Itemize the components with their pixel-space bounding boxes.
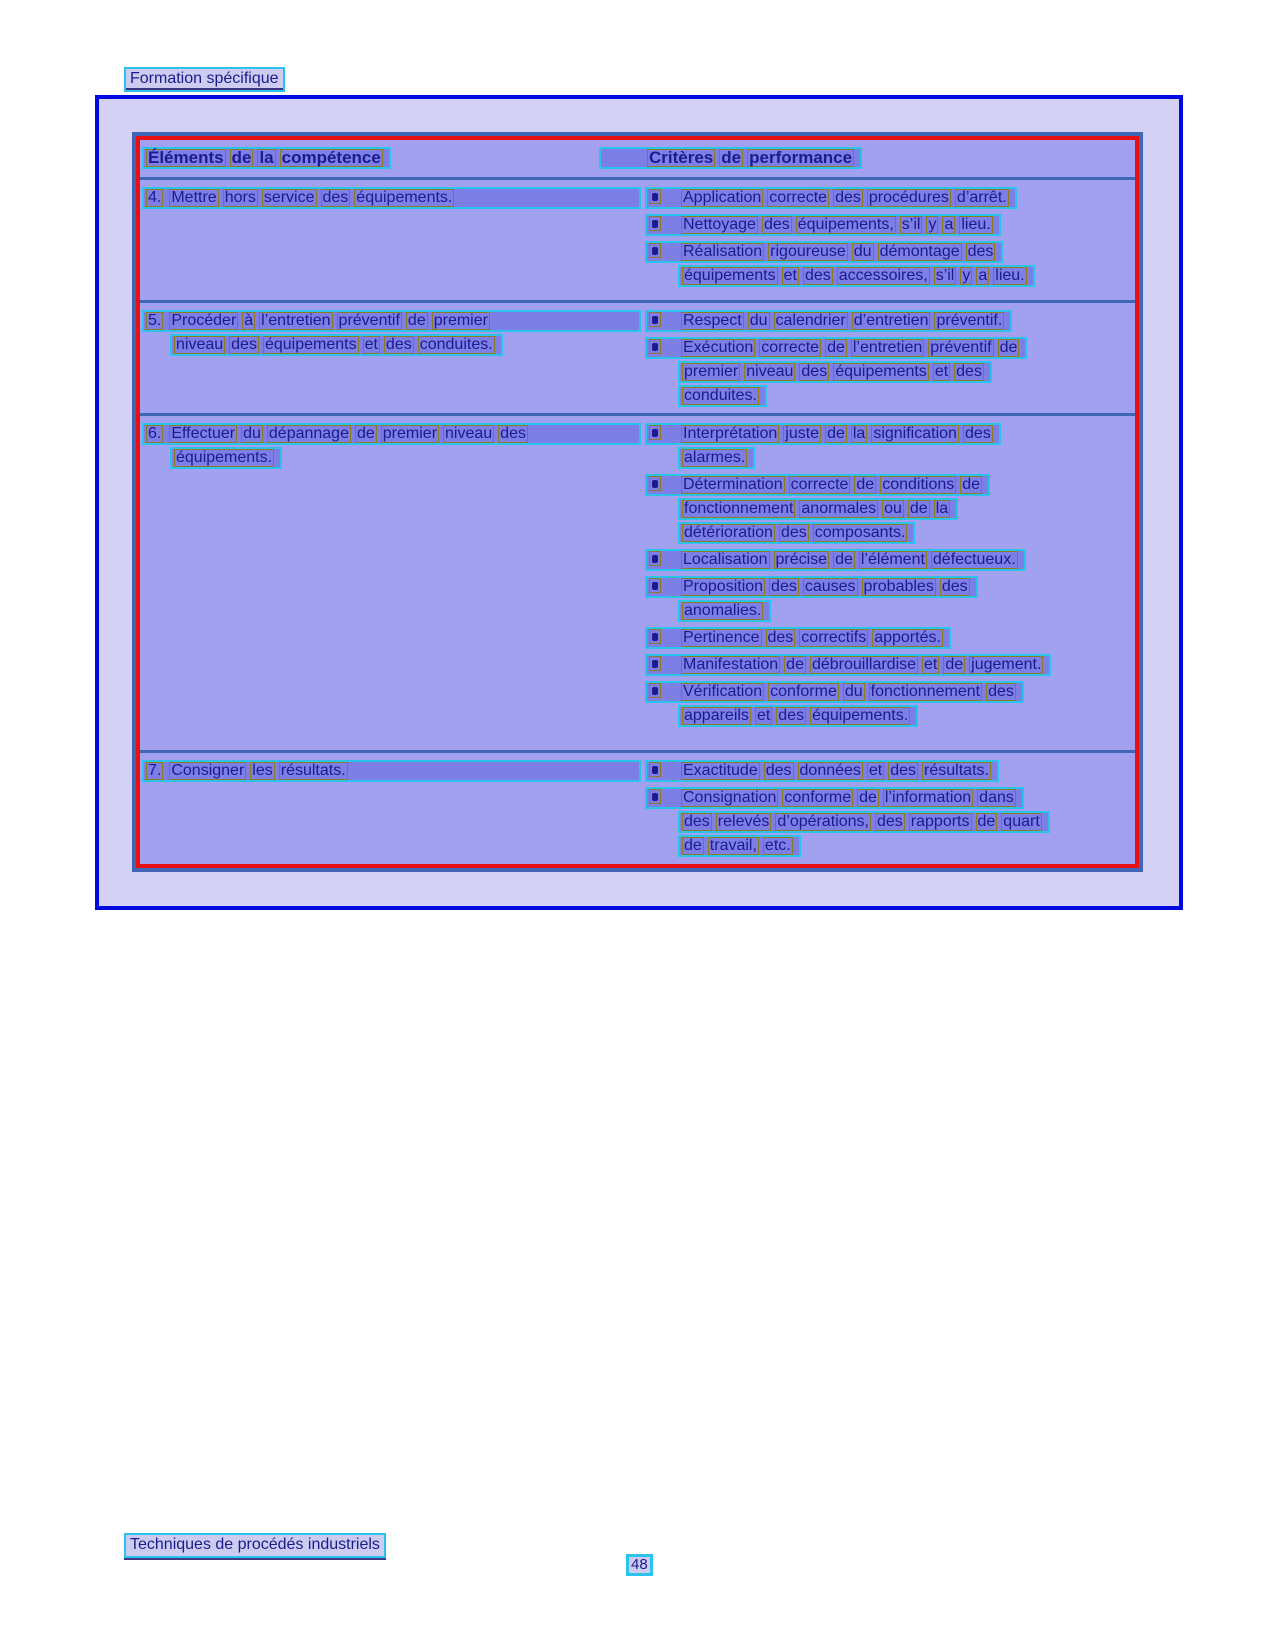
ocr-word-box: des bbox=[835, 189, 861, 206]
ocr-word-box: Exactitude bbox=[683, 762, 758, 779]
ocr-word-box: Exécution bbox=[683, 339, 754, 356]
bullet-dot bbox=[652, 687, 658, 695]
text-line bbox=[645, 498, 1135, 522]
footer-program-label bbox=[124, 1533, 386, 1558]
bullet-dot bbox=[652, 660, 658, 668]
ocr-word-box: des bbox=[877, 813, 903, 830]
ocr-word-box: Nettoyage bbox=[683, 216, 756, 233]
text-line bbox=[645, 787, 1135, 811]
text-line bbox=[645, 760, 1135, 784]
row-number: 5. bbox=[148, 312, 162, 329]
ocr-word-box: Interprétation bbox=[683, 425, 778, 442]
ocr-line-box bbox=[645, 576, 978, 598]
ocr-word-box: démontage bbox=[879, 243, 960, 260]
ocr-word-box: fonctionnement bbox=[684, 500, 794, 517]
bullet-icon bbox=[649, 339, 661, 354]
ocr-word-box: Réalisation bbox=[683, 243, 763, 260]
ocr-word-box: correcte bbox=[761, 339, 820, 356]
ocr-word-box: du bbox=[749, 312, 768, 329]
ocr-word-box: signification bbox=[873, 425, 957, 442]
ocr-line-box bbox=[645, 423, 1001, 445]
ocr-word-box: l’entretien bbox=[261, 312, 331, 329]
ocr-word-box: des bbox=[780, 524, 807, 541]
ocr-line-box bbox=[142, 760, 641, 782]
ocr-word-box: s’il bbox=[901, 216, 921, 233]
ocr-word-box: résultats. bbox=[280, 762, 346, 779]
criteria-cell bbox=[645, 423, 1135, 750]
ocr-word-box: Vérification bbox=[683, 683, 763, 700]
ocr-word-box: de bbox=[684, 837, 702, 854]
ocr-line-box bbox=[678, 811, 1050, 833]
ocr-line-box bbox=[645, 187, 1017, 209]
bullet-icon bbox=[649, 789, 661, 804]
ocr-word-box: dépannage bbox=[268, 425, 349, 442]
ocr-word-box: et bbox=[934, 363, 949, 380]
ocr-word-box: d’opérations, bbox=[777, 813, 869, 830]
ocr-word-box: préventif bbox=[930, 339, 992, 356]
ocr-line-box bbox=[645, 627, 951, 649]
bullet-icon bbox=[649, 312, 661, 327]
text-line bbox=[645, 600, 1135, 624]
content-panel bbox=[95, 95, 1183, 910]
bullet-dot bbox=[652, 766, 658, 774]
ocr-word-box: accessoires, bbox=[838, 267, 928, 284]
ocr-line-box bbox=[678, 522, 915, 544]
bullet-dot bbox=[652, 793, 658, 801]
bullet-icon bbox=[649, 476, 661, 491]
ocr-word-box: correcte bbox=[790, 476, 849, 493]
ocr-word-box: Consignation bbox=[683, 789, 777, 806]
ocr-line-box bbox=[645, 549, 1026, 571]
ocr-word-box: conforme bbox=[770, 683, 837, 700]
header-elements-cell bbox=[142, 147, 645, 177]
row-number: 7. bbox=[148, 762, 162, 779]
ocr-word-box: anomalies. bbox=[684, 602, 762, 619]
criteria-item bbox=[645, 337, 1135, 409]
bullet-icon bbox=[649, 243, 661, 258]
ocr-word-box: détérioration bbox=[684, 524, 773, 541]
ocr-word-box: de bbox=[827, 425, 845, 442]
ocr-word-box: de bbox=[356, 425, 375, 442]
ocr-word-box: causes bbox=[804, 578, 856, 595]
bullet-dot bbox=[652, 429, 658, 437]
text-line bbox=[645, 241, 1135, 265]
ocr-word-box: conduites. bbox=[684, 387, 757, 404]
ocr-word-box: Pertinence bbox=[683, 629, 760, 646]
ocr-word-box: des bbox=[322, 189, 349, 206]
ocr-word-box: défectueux. bbox=[932, 551, 1016, 568]
table-row bbox=[140, 180, 1135, 300]
element-cell bbox=[142, 760, 645, 862]
text-line bbox=[645, 681, 1135, 705]
ocr-line-box bbox=[678, 265, 1035, 287]
text-line bbox=[645, 361, 1135, 385]
criteria-cell bbox=[645, 187, 1135, 300]
bullet-icon bbox=[649, 683, 661, 698]
ocr-word-box: équipements, bbox=[797, 216, 894, 233]
ocr-word-box: de bbox=[859, 789, 877, 806]
text-line bbox=[645, 310, 1135, 334]
ocr-word-box: équipements bbox=[264, 336, 357, 353]
ocr-word-box: premier bbox=[684, 363, 739, 380]
ocr-word-box: et bbox=[868, 762, 883, 779]
ocr-word-box: du bbox=[844, 683, 863, 700]
ocr-word-box: probables bbox=[863, 578, 934, 595]
ocr-word-box: y bbox=[962, 267, 971, 284]
ocr-word-box: des bbox=[771, 578, 797, 595]
ocr-word-box: de bbox=[835, 551, 853, 568]
ocr-word-box: équipements. bbox=[812, 707, 909, 724]
ocr-word-box: s’il bbox=[935, 267, 955, 284]
ocr-word-box: fonctionnement bbox=[870, 683, 981, 700]
ocr-word-box: a bbox=[978, 267, 988, 284]
bullet-icon bbox=[649, 762, 661, 777]
ocr-line-box bbox=[678, 498, 958, 520]
ocr-word-box: des bbox=[964, 425, 991, 442]
header-criteria-cell bbox=[645, 147, 1135, 177]
ocr-line-box bbox=[142, 187, 641, 209]
ocr-word-box: d’entretien bbox=[853, 312, 929, 329]
ocr-line-box bbox=[170, 447, 282, 469]
table-row bbox=[140, 300, 1135, 413]
criteria-item bbox=[645, 654, 1135, 678]
criteria-item bbox=[645, 423, 1135, 471]
text-line bbox=[645, 705, 1135, 729]
ocr-word-box: appareils bbox=[684, 707, 749, 724]
text-line bbox=[142, 147, 645, 171]
ocr-word-box: apportés. bbox=[874, 629, 941, 646]
table-row bbox=[140, 413, 1135, 750]
ocr-word-box: résultats. bbox=[924, 762, 989, 779]
text-line bbox=[645, 447, 1135, 471]
ocr-line-box bbox=[678, 600, 771, 622]
ocr-word-box: équipements bbox=[835, 363, 927, 380]
ocr-word-box: équipements. bbox=[356, 189, 453, 206]
text-line bbox=[645, 385, 1135, 409]
criteria-cell bbox=[645, 760, 1135, 862]
text-line bbox=[142, 187, 645, 211]
ocr-word-box: Manifestation bbox=[683, 656, 779, 673]
bullet-icon bbox=[649, 189, 661, 204]
row-number: 4. bbox=[148, 189, 162, 206]
text-line bbox=[645, 265, 1135, 289]
ocr-word-box: conduites. bbox=[419, 336, 493, 353]
bullet-icon bbox=[649, 551, 661, 566]
ocr-line-box bbox=[142, 147, 391, 169]
ocr-word-box: de bbox=[856, 476, 875, 493]
ocr-word-box: des bbox=[385, 336, 412, 353]
bullet-dot bbox=[652, 582, 658, 590]
bullet-icon bbox=[649, 425, 661, 440]
text-line bbox=[645, 147, 1135, 171]
ocr-word-box: et bbox=[756, 707, 771, 724]
ocr-word-box: correctifs bbox=[801, 629, 867, 646]
ocr-word-box: des bbox=[765, 762, 792, 779]
text-line bbox=[645, 337, 1135, 361]
criteria-item bbox=[645, 187, 1135, 211]
ocr-word-box: composants. bbox=[814, 524, 906, 541]
ocr-word-box: travail, bbox=[709, 837, 757, 854]
bullet-dot bbox=[652, 220, 658, 228]
ocr-word-box: des bbox=[778, 707, 805, 724]
ocr-word-box: Proposition bbox=[683, 578, 764, 595]
ocr-word-box: des bbox=[767, 629, 794, 646]
table-header-row bbox=[140, 140, 1135, 180]
ocr-word-box: équipements. bbox=[176, 449, 273, 466]
ocr-word-box: des bbox=[967, 243, 994, 260]
ocr-word-box: conditions bbox=[882, 476, 955, 493]
text-line bbox=[142, 310, 645, 334]
criteria-item bbox=[645, 787, 1135, 859]
text-line bbox=[645, 811, 1135, 835]
ocr-word-box: premier bbox=[382, 425, 438, 442]
text-line bbox=[142, 760, 645, 784]
ocr-word-box: niveau bbox=[176, 336, 224, 353]
bullet-dot bbox=[652, 633, 658, 641]
text-line bbox=[142, 447, 645, 471]
ocr-word-box: préventif. bbox=[936, 312, 1003, 329]
competency-table bbox=[132, 132, 1143, 872]
criteria-item bbox=[645, 627, 1135, 651]
competency-table-body bbox=[136, 136, 1139, 868]
ocr-line-box bbox=[645, 214, 1001, 236]
ocr-word-box: niveau bbox=[445, 425, 493, 442]
ocr-word-box: la bbox=[935, 500, 949, 517]
ocr-line-box bbox=[645, 787, 1024, 809]
ocr-word-box: a bbox=[944, 216, 954, 233]
ocr-word-box: et bbox=[364, 336, 378, 353]
ocr-word-box: compétence bbox=[281, 148, 381, 167]
ocr-word-box: données bbox=[799, 762, 861, 779]
ocr-word-box: et bbox=[783, 267, 797, 284]
ocr-line-box bbox=[599, 147, 862, 169]
ocr-word-box: Éléments bbox=[148, 148, 224, 167]
table-row bbox=[140, 750, 1135, 861]
ocr-word-box: rapports bbox=[910, 813, 970, 830]
criteria-item bbox=[645, 681, 1135, 729]
ocr-word-box: etc. bbox=[764, 837, 791, 854]
ocr-word-box: juste bbox=[785, 425, 820, 442]
text-line bbox=[645, 549, 1135, 573]
text-line bbox=[645, 522, 1135, 546]
ocr-line-box bbox=[645, 241, 1003, 263]
ocr-word-box: précise bbox=[775, 551, 828, 568]
bullet-dot bbox=[652, 480, 658, 488]
ocr-word-box: des bbox=[941, 578, 968, 595]
criteria-item bbox=[645, 214, 1135, 238]
bullet-dot bbox=[652, 343, 658, 351]
ocr-word-box: d’arrêt. bbox=[956, 189, 1007, 206]
ocr-word-box: des bbox=[763, 216, 790, 233]
text-line bbox=[645, 187, 1135, 211]
text-line bbox=[142, 423, 645, 447]
ocr-line-box bbox=[678, 361, 992, 383]
ocr-word-box: hors bbox=[224, 189, 256, 206]
ocr-line-box bbox=[142, 423, 641, 445]
ocr-word-box: de bbox=[407, 312, 426, 329]
ocr-word-box: Consigner bbox=[171, 762, 245, 779]
element-cell bbox=[142, 310, 645, 413]
ocr-line-box bbox=[678, 447, 755, 469]
ocr-word-box: correcte bbox=[769, 189, 828, 206]
ocr-word-box: de bbox=[945, 656, 964, 673]
criteria-item bbox=[645, 576, 1135, 624]
ocr-word-box: de bbox=[721, 148, 742, 167]
ocr-word-box: premier bbox=[433, 312, 488, 329]
bullet-dot bbox=[652, 316, 658, 324]
ocr-word-box: Critères bbox=[649, 148, 714, 167]
bullet-icon bbox=[649, 216, 661, 231]
ocr-line-box bbox=[142, 310, 641, 332]
ocr-word-box: préventif bbox=[338, 312, 400, 329]
ocr-word-box: y bbox=[928, 216, 937, 233]
ocr-word-box: les bbox=[252, 762, 273, 779]
ocr-word-box: service bbox=[263, 189, 315, 206]
ocr-word-box: des bbox=[804, 267, 831, 284]
ocr-word-box: des bbox=[890, 762, 917, 779]
bullet-icon bbox=[649, 656, 661, 671]
ocr-word-box: lieu. bbox=[961, 216, 991, 233]
text-line bbox=[645, 627, 1135, 651]
ocr-word-box: des bbox=[684, 813, 710, 830]
ocr-word-box: Application bbox=[683, 189, 762, 206]
ocr-word-box: Respect bbox=[683, 312, 742, 329]
ocr-word-box: de bbox=[962, 476, 981, 493]
ocr-line-box bbox=[678, 385, 767, 407]
bullet-dot bbox=[652, 247, 658, 255]
ocr-word-box: l’élément bbox=[860, 551, 925, 568]
ocr-word-box: débrouillardise bbox=[811, 656, 917, 673]
ocr-word-box: l’information bbox=[884, 789, 972, 806]
ocr-word-box: quart bbox=[1003, 813, 1040, 830]
ocr-word-box: Mettre bbox=[171, 189, 217, 206]
ocr-word-box: des bbox=[231, 336, 257, 353]
section-header-label bbox=[124, 67, 285, 92]
ocr-word-box: équipements bbox=[684, 267, 776, 284]
ocr-word-box: calendrier bbox=[775, 312, 846, 329]
bullet-icon bbox=[649, 629, 661, 644]
criteria-cell bbox=[645, 310, 1135, 413]
ocr-word-box: de bbox=[827, 339, 845, 356]
ocr-line-box bbox=[645, 654, 1051, 676]
criteria-item bbox=[645, 549, 1135, 573]
ocr-word-box: anormales bbox=[801, 500, 877, 517]
text-line bbox=[645, 214, 1135, 238]
text-line bbox=[645, 423, 1135, 447]
ocr-word-box: niveau bbox=[746, 363, 794, 380]
page-number: 48 bbox=[626, 1554, 653, 1576]
ocr-word-box: de bbox=[977, 813, 996, 830]
ocr-word-box: de bbox=[786, 656, 804, 673]
ocr-line-box bbox=[645, 474, 990, 496]
ocr-word-box: la bbox=[259, 148, 274, 167]
bullet-dot bbox=[652, 193, 658, 201]
ocr-word-box: la bbox=[852, 425, 866, 442]
criteria-item bbox=[645, 760, 1135, 784]
ocr-word-box: ou bbox=[884, 500, 902, 517]
text-line bbox=[645, 576, 1135, 600]
ocr-word-box: du bbox=[243, 425, 261, 442]
ocr-word-box: performance bbox=[749, 148, 853, 167]
ocr-word-box: de bbox=[231, 148, 252, 167]
row-number: 6. bbox=[148, 425, 162, 442]
ocr-word-box: alarmes. bbox=[684, 449, 746, 466]
text-line bbox=[142, 334, 645, 358]
text-line bbox=[645, 474, 1135, 498]
ocr-word-box: des bbox=[988, 683, 1014, 700]
ocr-word-box: relevés bbox=[717, 813, 770, 830]
footer-program-text: Techniques de procédés industriels bbox=[130, 1536, 380, 1553]
ocr-word-box: procédures bbox=[868, 189, 949, 206]
criteria-item bbox=[645, 310, 1135, 334]
element-cell bbox=[142, 187, 645, 300]
text-line bbox=[645, 835, 1135, 859]
ocr-word-box: de bbox=[909, 500, 928, 517]
ocr-line-box bbox=[678, 705, 918, 727]
ocr-word-box: rigoureuse bbox=[770, 243, 846, 260]
bullet-dot bbox=[652, 555, 658, 563]
ocr-line-box bbox=[645, 681, 1024, 703]
ocr-word-box: dans bbox=[979, 789, 1014, 806]
ocr-word-box: de bbox=[999, 339, 1018, 356]
ocr-line-box bbox=[678, 835, 801, 857]
ocr-line-box bbox=[170, 334, 503, 356]
ocr-word-box: des bbox=[801, 363, 828, 380]
ocr-word-box: Procéder bbox=[171, 312, 237, 329]
ocr-word-box: Effectuer bbox=[171, 425, 236, 442]
ocr-word-box: du bbox=[853, 243, 872, 260]
bullet-icon bbox=[649, 578, 661, 593]
element-cell bbox=[142, 423, 645, 750]
ocr-line-box bbox=[645, 310, 1012, 332]
ocr-line-box bbox=[645, 760, 999, 782]
ocr-word-box: Détermination bbox=[683, 476, 783, 493]
ocr-word-box: l’entretien bbox=[852, 339, 923, 356]
ocr-word-box: Localisation bbox=[683, 551, 768, 568]
ocr-word-box: des bbox=[500, 425, 526, 442]
section-header-text: Formation spécifique bbox=[130, 70, 279, 87]
ocr-word-box: jugement. bbox=[971, 656, 1042, 673]
criteria-item bbox=[645, 474, 1135, 546]
ocr-line-box bbox=[645, 337, 1027, 359]
ocr-word-box: à bbox=[244, 312, 254, 329]
ocr-word-box: conforme bbox=[784, 789, 852, 806]
criteria-item bbox=[645, 241, 1135, 289]
ocr-word-box: et bbox=[924, 656, 938, 673]
ocr-word-box: des bbox=[956, 363, 982, 380]
text-line bbox=[645, 654, 1135, 678]
ocr-word-box: lieu. bbox=[995, 267, 1025, 284]
